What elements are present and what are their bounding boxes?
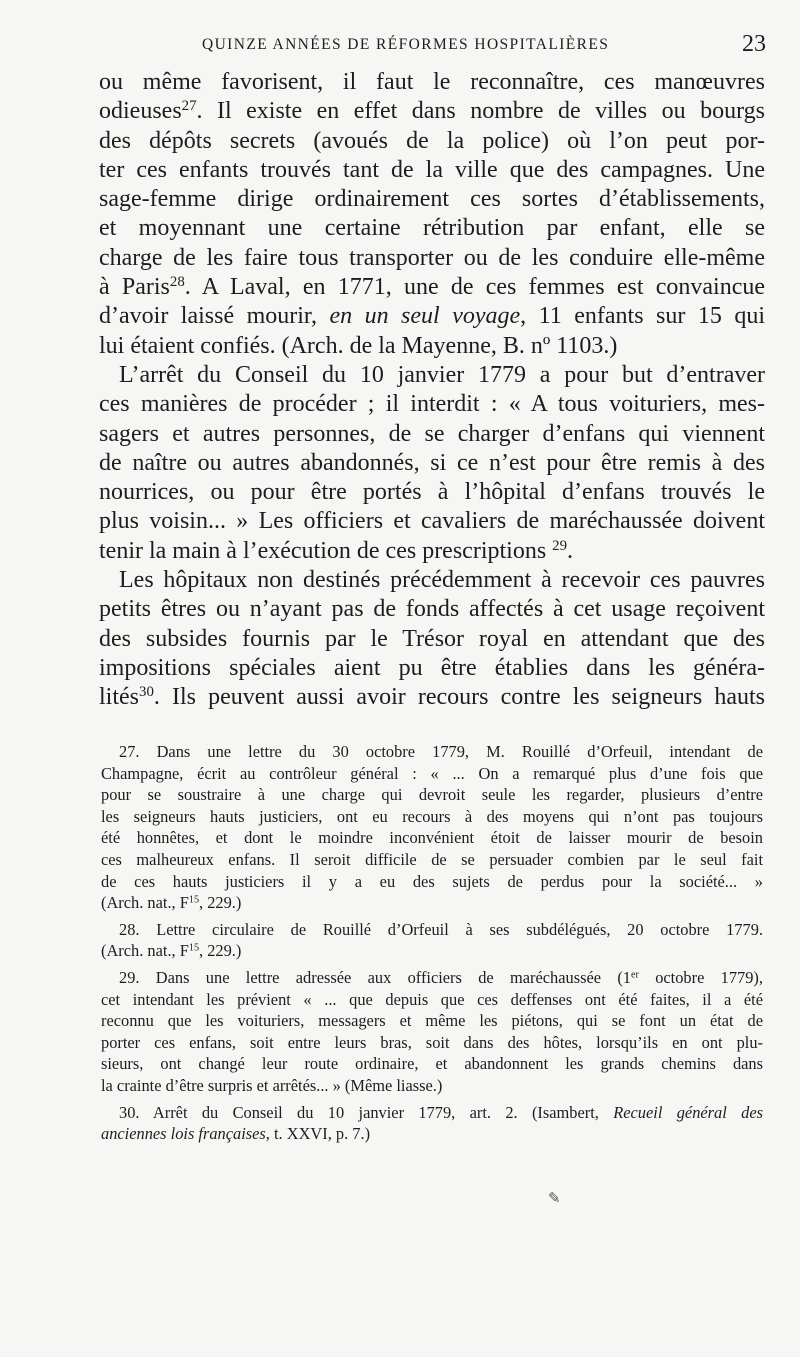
- body-line: à Paris$^{28}$. A Laval, en 1771, une de ces femmes est convaincue: [99, 273, 766, 301]
- footnotes: [101, 741, 763, 1145]
- footnote-line: été honnêtes, et dont le moindre inconvénient étoit de laisser mourir de besoin: [101, 828, 763, 848]
- footnote-line: 30. Arrêt du Conseil du 10 janvier 1779, art. 2. (Isambert, Recueil général des: [119, 1102, 763, 1122]
- body-line: odieuses$^{27}$. Il existe en effet dans nombre de villes ou bourgs: [99, 98, 765, 125]
- body-line: des dépôts secrets (avoués de la police) où l’on peut por-: [99, 127, 765, 154]
- body-line: L’arrêt du Conseil du 10 janvier 1779 a pour but d’entraver: [119, 361, 765, 388]
- body-line: sagers et autres personnes, de se charger d’enfans qui viennent: [99, 420, 765, 447]
- page-number: 23: [742, 31, 766, 57]
- footnote-line: porter ces enfans, soit entre leurs bras, soit dans des hôtes, lorsqu’ils en ont plu-: [101, 1032, 763, 1052]
- footnote-line: (Arch. nat., $F^{15}$, 229.): [101, 941, 242, 961]
- body-line: d’avoir laissé mourir, en un seul voyage, 11 enfants sur 15 qui: [99, 303, 765, 330]
- body-line: de naître ou autres abandonnés, si ce n’est pour être remis à des: [99, 449, 765, 476]
- footnote-line: Champagne, écrit au contrôleur général : « ... On a remarqué plus d’une fois que: [101, 763, 763, 783]
- footnote-line: (Arch. nat., $F^{15}$, 229.): [101, 893, 242, 913]
- running-title: QUINZE ANNÉES DE RÉFORMES HOSPITALIÈRES: [202, 36, 610, 53]
- footnote-line: sieurs, ont changé leur route ordinaire, et abandonnent les grands chemins dans: [101, 1054, 763, 1074]
- body-line: ter ces enfants trouvés tant de la ville que des campagnes. Une: [99, 156, 765, 183]
- footnote-line: reconnu que les voituriers, messagers et même les piétons, qui se font un état de: [101, 1011, 763, 1031]
- body-line: plus voisin... » Les officiers et cavaliers de maréchaussée doivent: [99, 508, 765, 535]
- body-line: tenir la main à l’exécution de ces prescriptions $^{29}$.: [99, 537, 574, 564]
- body-line: lités$^{30}$. Ils peuvent aussi avoir recours contre les seigneurs hauts: [99, 684, 765, 711]
- body-line: charge de les faire tous transporter ou de les conduire elle-même: [99, 244, 765, 271]
- footnote-ref: 28: [169, 273, 185, 290]
- footnote-line: ces malheureux enfans. Il seroit difficile de se persuader combien par le seul fait: [101, 849, 763, 869]
- footnote-ref: 29: [552, 537, 568, 554]
- footnote-line: les seigneurs hauts justiciers, ont eu recours à des moyens qui n’ont pas toujours: [101, 806, 763, 826]
- body-line: petits êtres ou n’ayant pas de fonds affectés à cet usage reçoivent: [99, 596, 765, 623]
- footnote-line: 28. Lettre circulaire de Rouillé d’Orfeuil à ses subdélégués, 20 octobre 1779.: [119, 919, 763, 939]
- body-line: nourrices, ou pour être portés à l’hôpital d’enfans trouvés le: [99, 479, 765, 506]
- footnote-line: de ces hauts justiciers il y a eu des sujets de perdus pour la société... »: [101, 871, 763, 891]
- body-line: des subsides fournis par le Trésor royal en attendant que des: [99, 625, 765, 652]
- body-line: ces manières de procéder ; il interdit : « A tous voituriers, mes-: [99, 391, 765, 418]
- body-line: sage-femme dirige ordinairement ces sortes d’établissements,: [99, 186, 765, 213]
- body-line: Les hôpitaux non destinés précédemment à recevoir ces pauvres: [119, 567, 765, 594]
- ink-mark-icon: ✎: [548, 1191, 561, 1207]
- footnote-line: 29. Dans une lettre adressée aux officiers de maréchaussée (1er octobre 1779),: [119, 967, 763, 987]
- footnote-line: anciennes lois françaises, t. XXVI, p. 7.): [101, 1124, 371, 1144]
- footnote-line: 27. Dans une lettre du 30 octobre 1779, M. Rouillé d’Orfeuil, intendant de: [119, 742, 763, 761]
- body-line: et moyennant une certaine rétribution par enfant, elle se: [99, 215, 765, 242]
- footnote-ref: 30: [139, 684, 154, 701]
- body-line: ou même favorisent, il faut le reconnaître, ces manœuvres: [99, 69, 765, 95]
- body-line: impositions spéciales aient pu être établies dans les généra-: [99, 654, 765, 681]
- footnote-line: cet intendant les prévient « ... que depuis que ces deffenses ont été faites, il a été: [101, 989, 763, 1009]
- footnote-line: pour se soustraire à une charge qui devroit seule les regarder, plusieurs d’entre: [101, 785, 763, 805]
- running-header: [98, 30, 766, 62]
- footnote-ref: 27: [181, 98, 197, 115]
- body-line: lui étaient confiés. (Arch. de la Mayenne, B. nº 1103.): [99, 332, 618, 359]
- main-text: [99, 68, 765, 713]
- footnote-line: la crainte d’être surpris et arrêtés... » (Même liasse.): [101, 1075, 443, 1095]
